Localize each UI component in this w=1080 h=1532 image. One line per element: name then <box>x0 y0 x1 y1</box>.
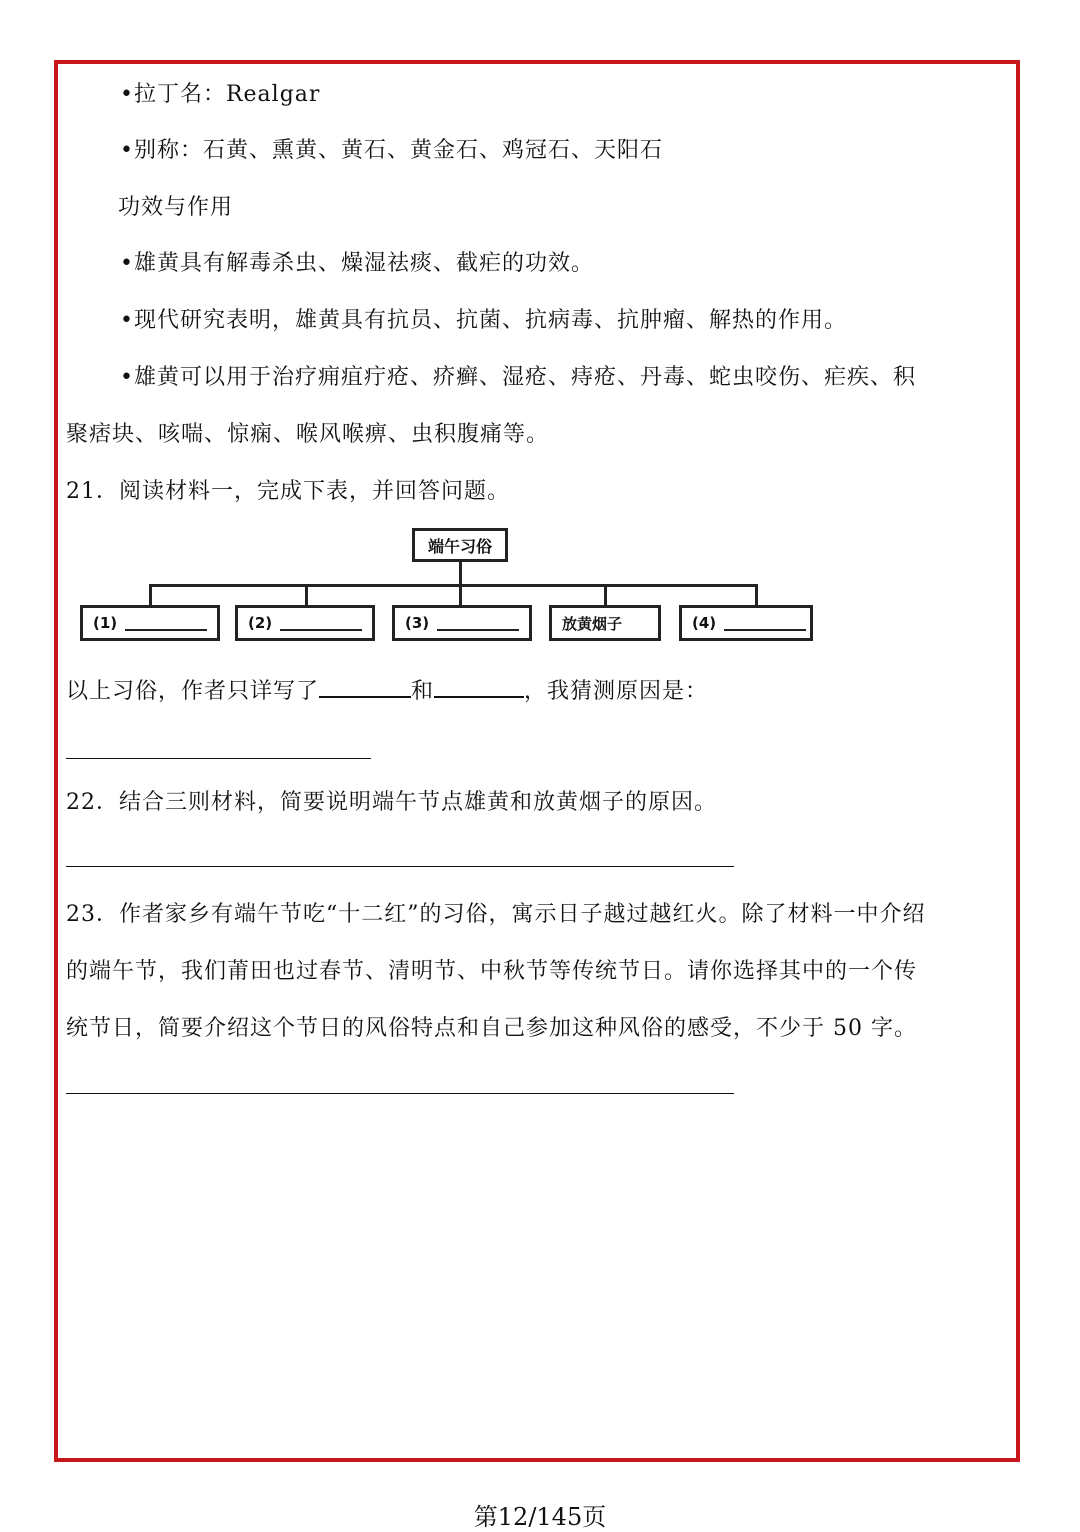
question-21-sentence <box>66 674 708 707</box>
page-number: 第12/145页 <box>473 1503 607 1531</box>
diagram-connector <box>755 584 758 606</box>
section-title: 功效与作用 <box>118 195 234 220</box>
diagram-leaf-2 <box>235 605 375 641</box>
sentence-part: 和 <box>411 679 435 704</box>
effect-2: •现代研究表明，雄黄具有抗员、抗菌、抗病毒、抗肿瘤、解热的作用。 <box>120 308 847 333</box>
sentence-part: ，我猜测原因是： <box>524 679 709 704</box>
answer-slot[interactable] <box>724 615 806 631</box>
diagram-connector <box>149 584 757 587</box>
answer-slot[interactable] <box>437 615 519 631</box>
diagram-leaf-fixed <box>549 605 661 641</box>
leaf-label: (3) <box>405 614 430 632</box>
latin-name: •拉丁名：Realgar <box>120 82 321 107</box>
aliases: •别称：石黄、熏黄、黄石、黄金石、鸡冠石、天阳石 <box>120 138 663 163</box>
effect-3-line1: •雄黄可以用于治疗痈疽疔疮、疥癣、湿疮、痔疮、丹毒、蛇虫咬伤、疟疾、积 <box>120 365 916 390</box>
leaf-label: (1) <box>93 614 118 632</box>
effect-1: •雄黄具有解毒杀虫、燥湿祛痰、截疟的功效。 <box>120 251 594 276</box>
diagram-connector <box>149 584 152 606</box>
question-22: 22．结合三则材料，简要说明端午节点雄黄和放黄烟子的原因。 <box>66 790 717 815</box>
leaf-label: 放黄烟子 <box>562 614 623 633</box>
answer-line-21[interactable] <box>66 758 371 759</box>
diagram-connector <box>305 584 308 606</box>
customs-diagram <box>78 525 818 655</box>
leaf-label: (4) <box>692 614 717 632</box>
question-23-line2: 的端午节，我们莆田也过春节、清明节、中秋节等传统节日。请你选择其中的一个传 <box>66 959 918 984</box>
sentence-part: 以上习俗，作者只详写了 <box>66 679 320 704</box>
blank-2[interactable] <box>434 674 524 698</box>
answer-slot[interactable] <box>280 615 362 631</box>
answer-slot[interactable] <box>125 615 207 631</box>
blank-1[interactable] <box>319 674 411 698</box>
diagram-connector <box>604 584 607 606</box>
leaf-label: (2) <box>248 614 273 632</box>
question-21: 21．阅读材料一，完成下表，并回答问题。 <box>66 479 510 504</box>
diagram-root: 端午习俗 <box>412 528 508 562</box>
diagram-leaf-3 <box>392 605 532 641</box>
answer-line-22[interactable] <box>66 866 734 867</box>
question-23-line1: 23．作者家乡有端午节吃“十二红”的习俗，寓示日子越过越红火。除了材料一中介绍 <box>66 902 926 927</box>
effect-3-line2: 聚痞块、咳喘、惊痫、喉风喉痹、虫积腹痛等。 <box>66 422 550 447</box>
answer-line-23[interactable] <box>66 1093 734 1094</box>
diagram-leaf-1 <box>80 605 220 641</box>
diagram-leaf-4 <box>679 605 813 641</box>
question-23-line3: 统节日，简要介绍这个节日的风俗特点和自己参加这种风俗的感受，不少于 50 字。 <box>66 1016 917 1041</box>
